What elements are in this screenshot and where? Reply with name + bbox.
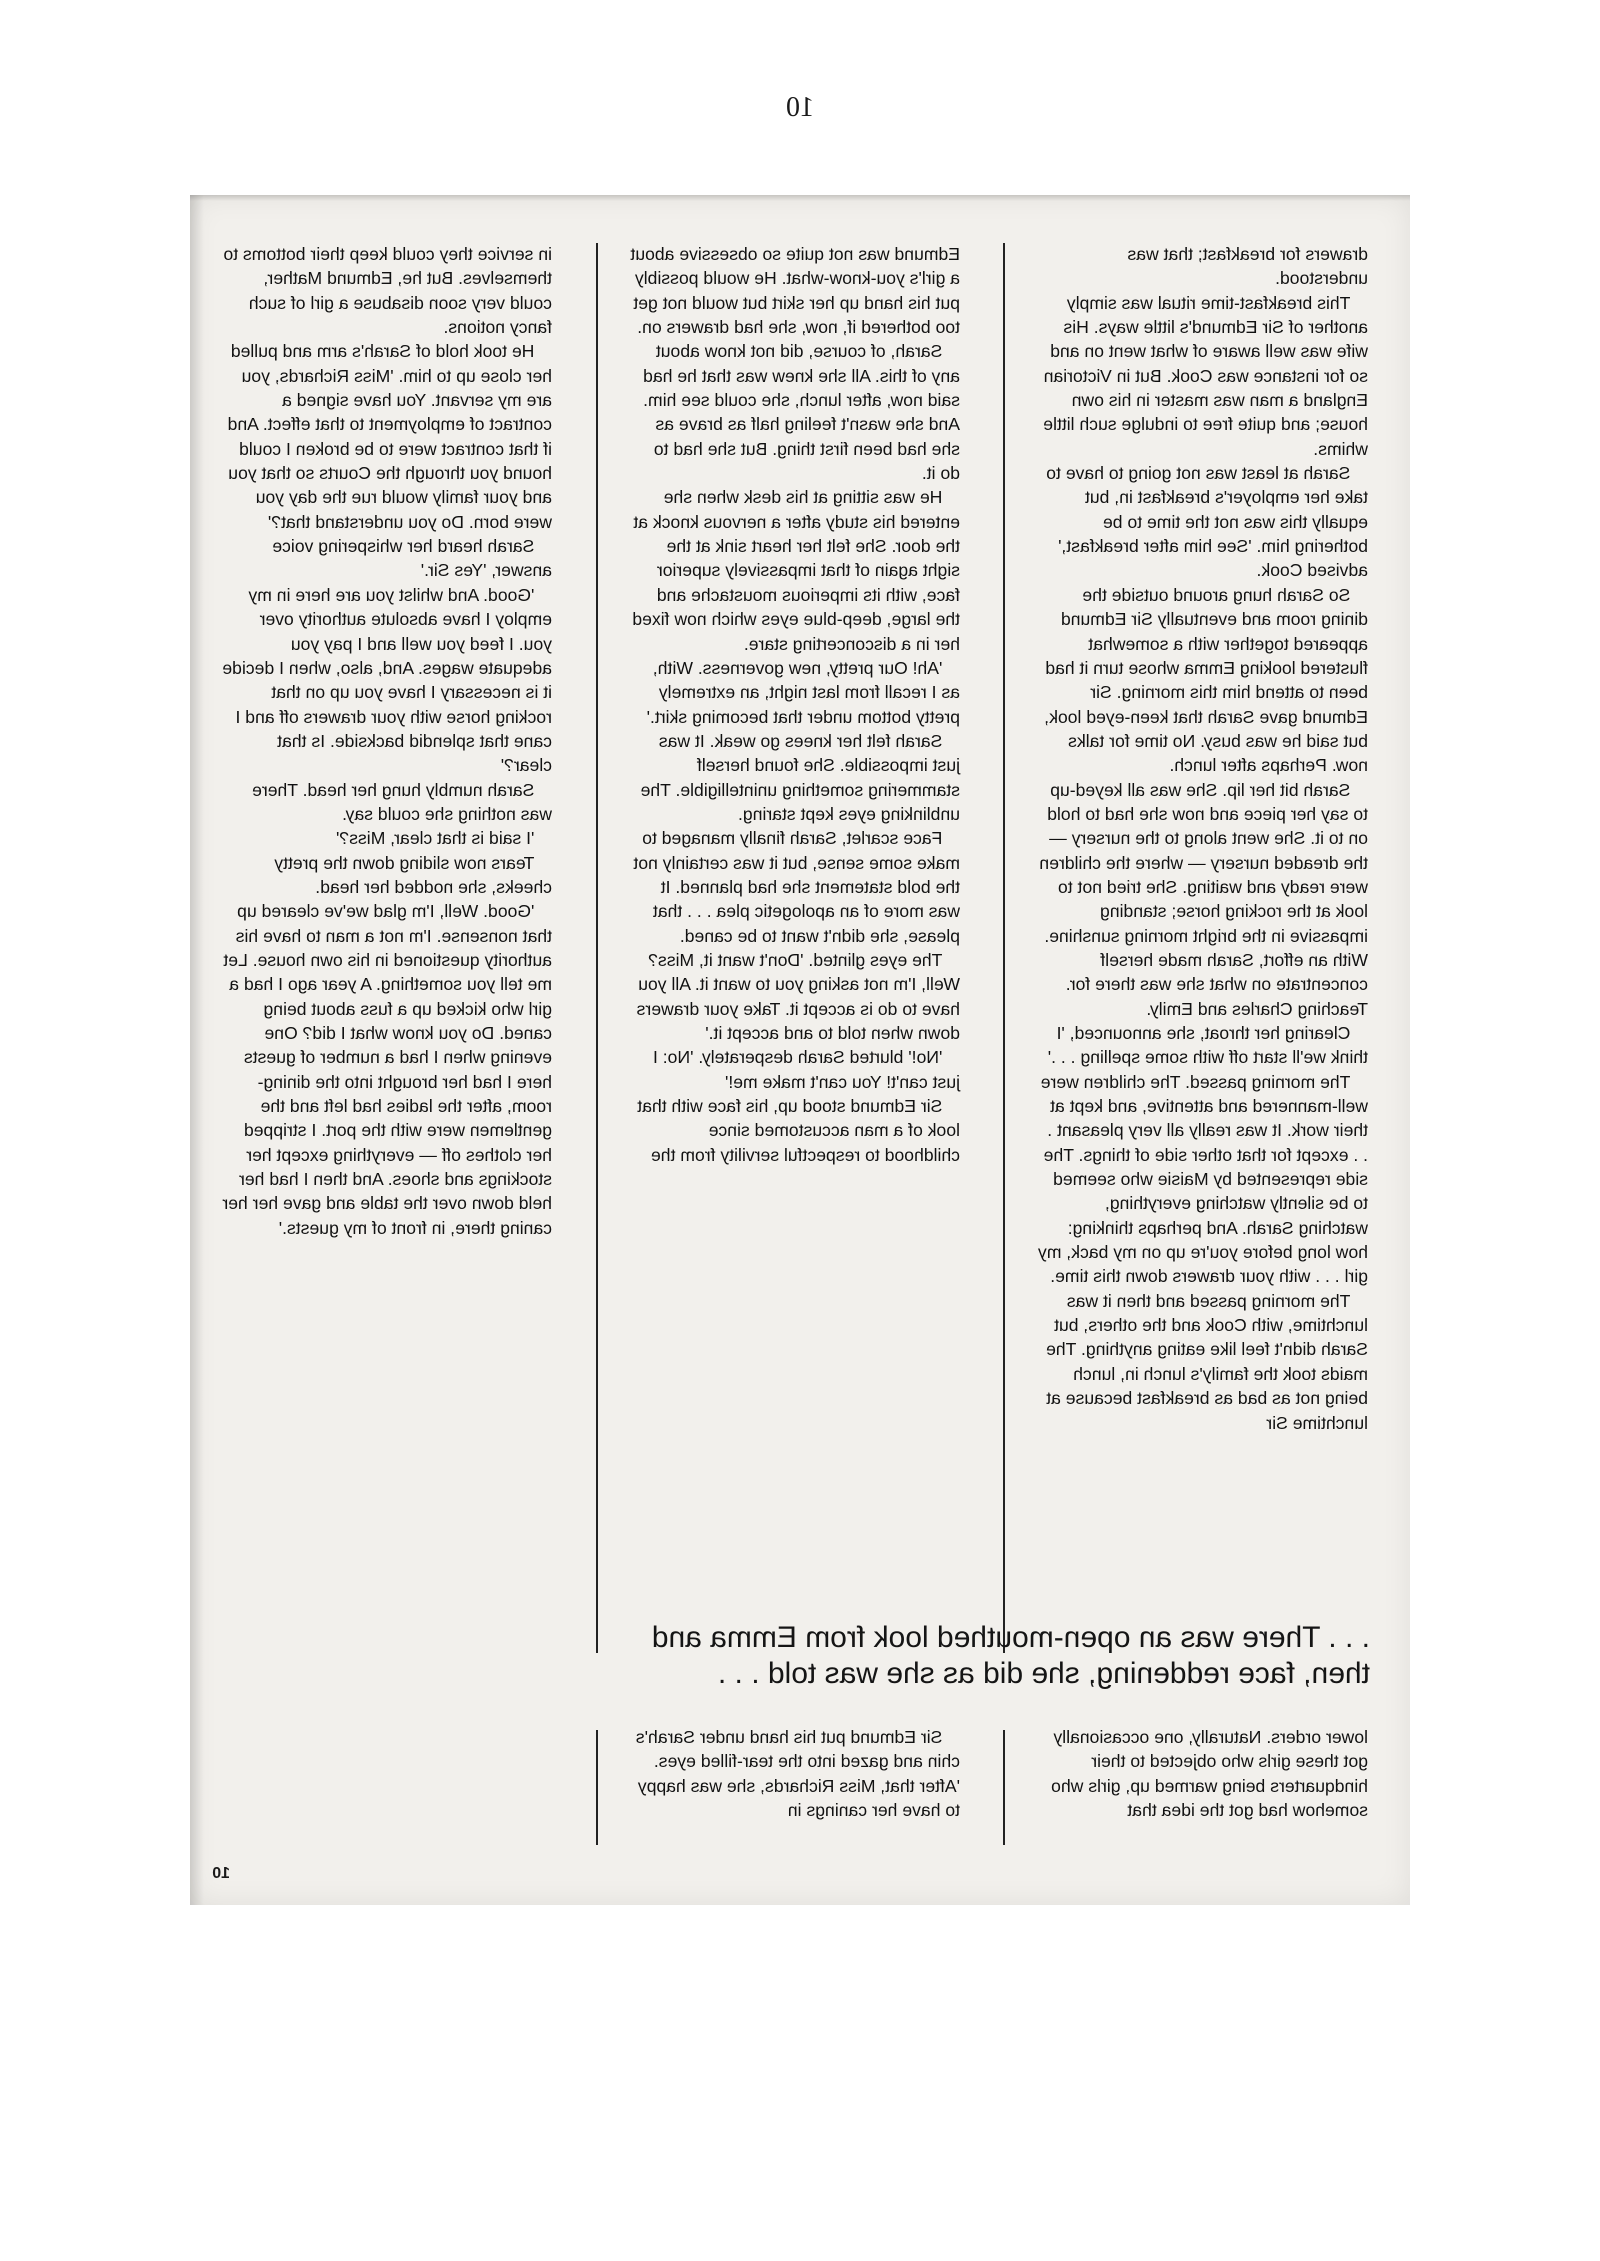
- paragraph: He took hold of Sarah's arm and pulled her close up to him. 'Miss Richards, you are my servant. You have signed a contract of employment to that effect. And if that contract were to be broken I could hound you through the Courts so that you and your family would rue the day you were born. Do you understand that?': [227, 341, 552, 532]
- paragraph: Sir Edmund stood up, his face with that look of a man accustomed since childhood to respectful servility from the: [637, 1096, 960, 1165]
- paragraph: 'Good. Well, I'm glad we've cleared up that nonsense. I'm not a man to have his authority questioned in his own house. Let me tell you something. A year ago I had a girl who kicked up a fuss about being caned. Do you know what I did? One evening when I had a number of guests here I had her brought into the dining-room, after the ladies had left and the gentlemen were with the port. I stripped her clothes off — everything except her stockings and shoes. And then I had her held down over the table and gave her her caning there, in front of my guests.': [222, 901, 552, 1238]
- paragraph: lower orders. Naturally, one occasionally got these girls who objected to their hindquarters being warmed up, girls who somehow had got the idea that: [1051, 1727, 1368, 1821]
- paragraph: So Sarah hung around outside the dining room and eventually Sir Edmund appeared together with a somewhat flustered looking Emma whose turn it had been to attend him this morning. Sir Edmund gave Sarah that keen-eyed look, but said he was busy. No time for talks now. Perhaps after lunch.: [1044, 584, 1368, 776]
- column-divider: [1003, 243, 1005, 1653]
- paragraph: He was sitting at his desk when she entered his study after a nervous knock at the door. She felt her heart sink at the sight again of that impassively superior face, with its imperious moustache and the large, deep-blue eyes which now fixed her in a disconcerting stare.: [632, 487, 960, 654]
- paragraph: Clearing her throat, she announced, 'I think we'll start off with some spelling . . .': [1047, 1023, 1368, 1068]
- text-column-2-continued: [630, 1725, 960, 1822]
- paragraph: Sarah bit her lip. She was all keyed-up to say her piece and now she had to hold on to it. She went along to the nursery — the dreaded nursery — where the children were ready and waiting. She tried not to look at the rocking horse; standing impassive in the bright morning sunshine. With an effort, Sarah made herself concentrate on what she was there for. Teaching Charles and Emily.: [1039, 779, 1368, 1019]
- paragraph: Face scarlet, Sarah finally managed to make some sense, but it was certainly not the bold statement she had planned. It was more of an apologetic plea . . . that please, she didn't want to be caned.: [633, 828, 960, 946]
- column-divider: [1003, 1730, 1005, 1845]
- paragraph: Sarah, of course, did not know about any of this. All she knew was that he had said now, after lunch, she could see him. And she wasn't feeling half as brave as she had been first thing. But she had to do it.: [643, 341, 960, 484]
- page-number-bottom: 10: [212, 1865, 230, 1882]
- paragraph: Edmund was not quite so obsessive about a girl's you-know-what. He would possibly put his hand up her skirt but would not get too bothered if, now, she had drawers on.: [630, 244, 960, 338]
- paragraph: in service they could keep their bottoms to themselves. But he, Edmund Mather, could very soon disabuse a girl of such fancy notions.: [223, 244, 552, 338]
- paragraph: Sarah numbly hung her head. There was nothing she could say.: [252, 779, 552, 824]
- paragraph: drawers for breakfast; that was understood.: [1127, 244, 1368, 289]
- page-number-top: 10: [786, 92, 814, 123]
- paragraph: Sarah heard her whispering voice answer, 'Yes Sir.': [272, 536, 552, 581]
- paragraph: The eyes glinted. 'Don't want it, Miss? Well, I'm not asking you to want it. All you have to do is accept it. Take your drawers down when told to and accept it.': [636, 949, 960, 1043]
- paragraph: 'I said is that clear, Miss?': [336, 828, 535, 849]
- text-column-3: [222, 242, 552, 1240]
- paragraph: Sarah at least was not going to have to take her employer's breakfast in, but equally this was not the time to be bothering him. 'See him after breakfast,' advised Cook.: [1046, 463, 1368, 581]
- page-content: [190, 195, 1410, 1905]
- text-column-1: [1038, 242, 1368, 1435]
- paragraph: Sarah felt her knees go weak. It was just impossible. She found herself stammering something unintelligible. The unblinking eyes kept staring.: [640, 730, 960, 824]
- text-column-2: [630, 242, 960, 1167]
- column-divider: [596, 1730, 598, 1845]
- paragraph: Tears now sliding down the pretty cheeks, she nodded her head.: [274, 852, 552, 897]
- pull-quote: . . . There was an open-mouthed look from Emma and then, face reddening, she did as she was told . . .: [651, 1621, 1370, 1690]
- paragraph: Sir Edmund put his hand under Sarah's chin and gazed into the tear-filled eyes. 'After that, Miss Richards, she was happy to have her canings in: [635, 1727, 960, 1821]
- column-divider: [596, 243, 598, 1653]
- magazine-page: [190, 195, 1410, 1905]
- paragraph: The morning passed. The children were well-mannered and attentive, and kept at their work. It was really all very pleasant . . . except for that other side of things. The side represented by Maisie who seemed to be silently watching everything, watching Sarah. And perhaps thinking: how long before you're up on my back, my girl . . . with your drawers down this time.: [1038, 1071, 1368, 1287]
- paragraph: 'No!' blurted Sarah desperately. 'No: I just can't! You can't make me!': [652, 1047, 960, 1092]
- paragraph: 'Good. And whilst you are here in my employ I have absolute authority over you. I feed you well and I pay you adequate wages. And, also, when I decide it is necessary I have you up on that rocking horse with your drawers off and I cane that splendid backside. Is that clear?': [222, 584, 552, 776]
- paragraph: 'Ah! Our pretty, new governess. With, as I recall from last night, an extremely pretty bottom under that becoming skirt.': [646, 657, 960, 727]
- paragraph: The morning passed and then it was lunchtime, with Cook and the others, but Sarah didn't feel like eating anything. The maids took the family's lunch in, lunch being not as bad as breakfast because at lunchtime Sir: [1046, 1290, 1368, 1433]
- paragraph: This breakfast-time ritual was simply another of Sir Edmund's little ways. His wife was well aware of what went on and so for instance was Cook. But in Victorian England a man was master in his own house; and quite free to indulge such little whims.: [1043, 292, 1368, 459]
- text-column-1-continued: [1038, 1725, 1368, 1822]
